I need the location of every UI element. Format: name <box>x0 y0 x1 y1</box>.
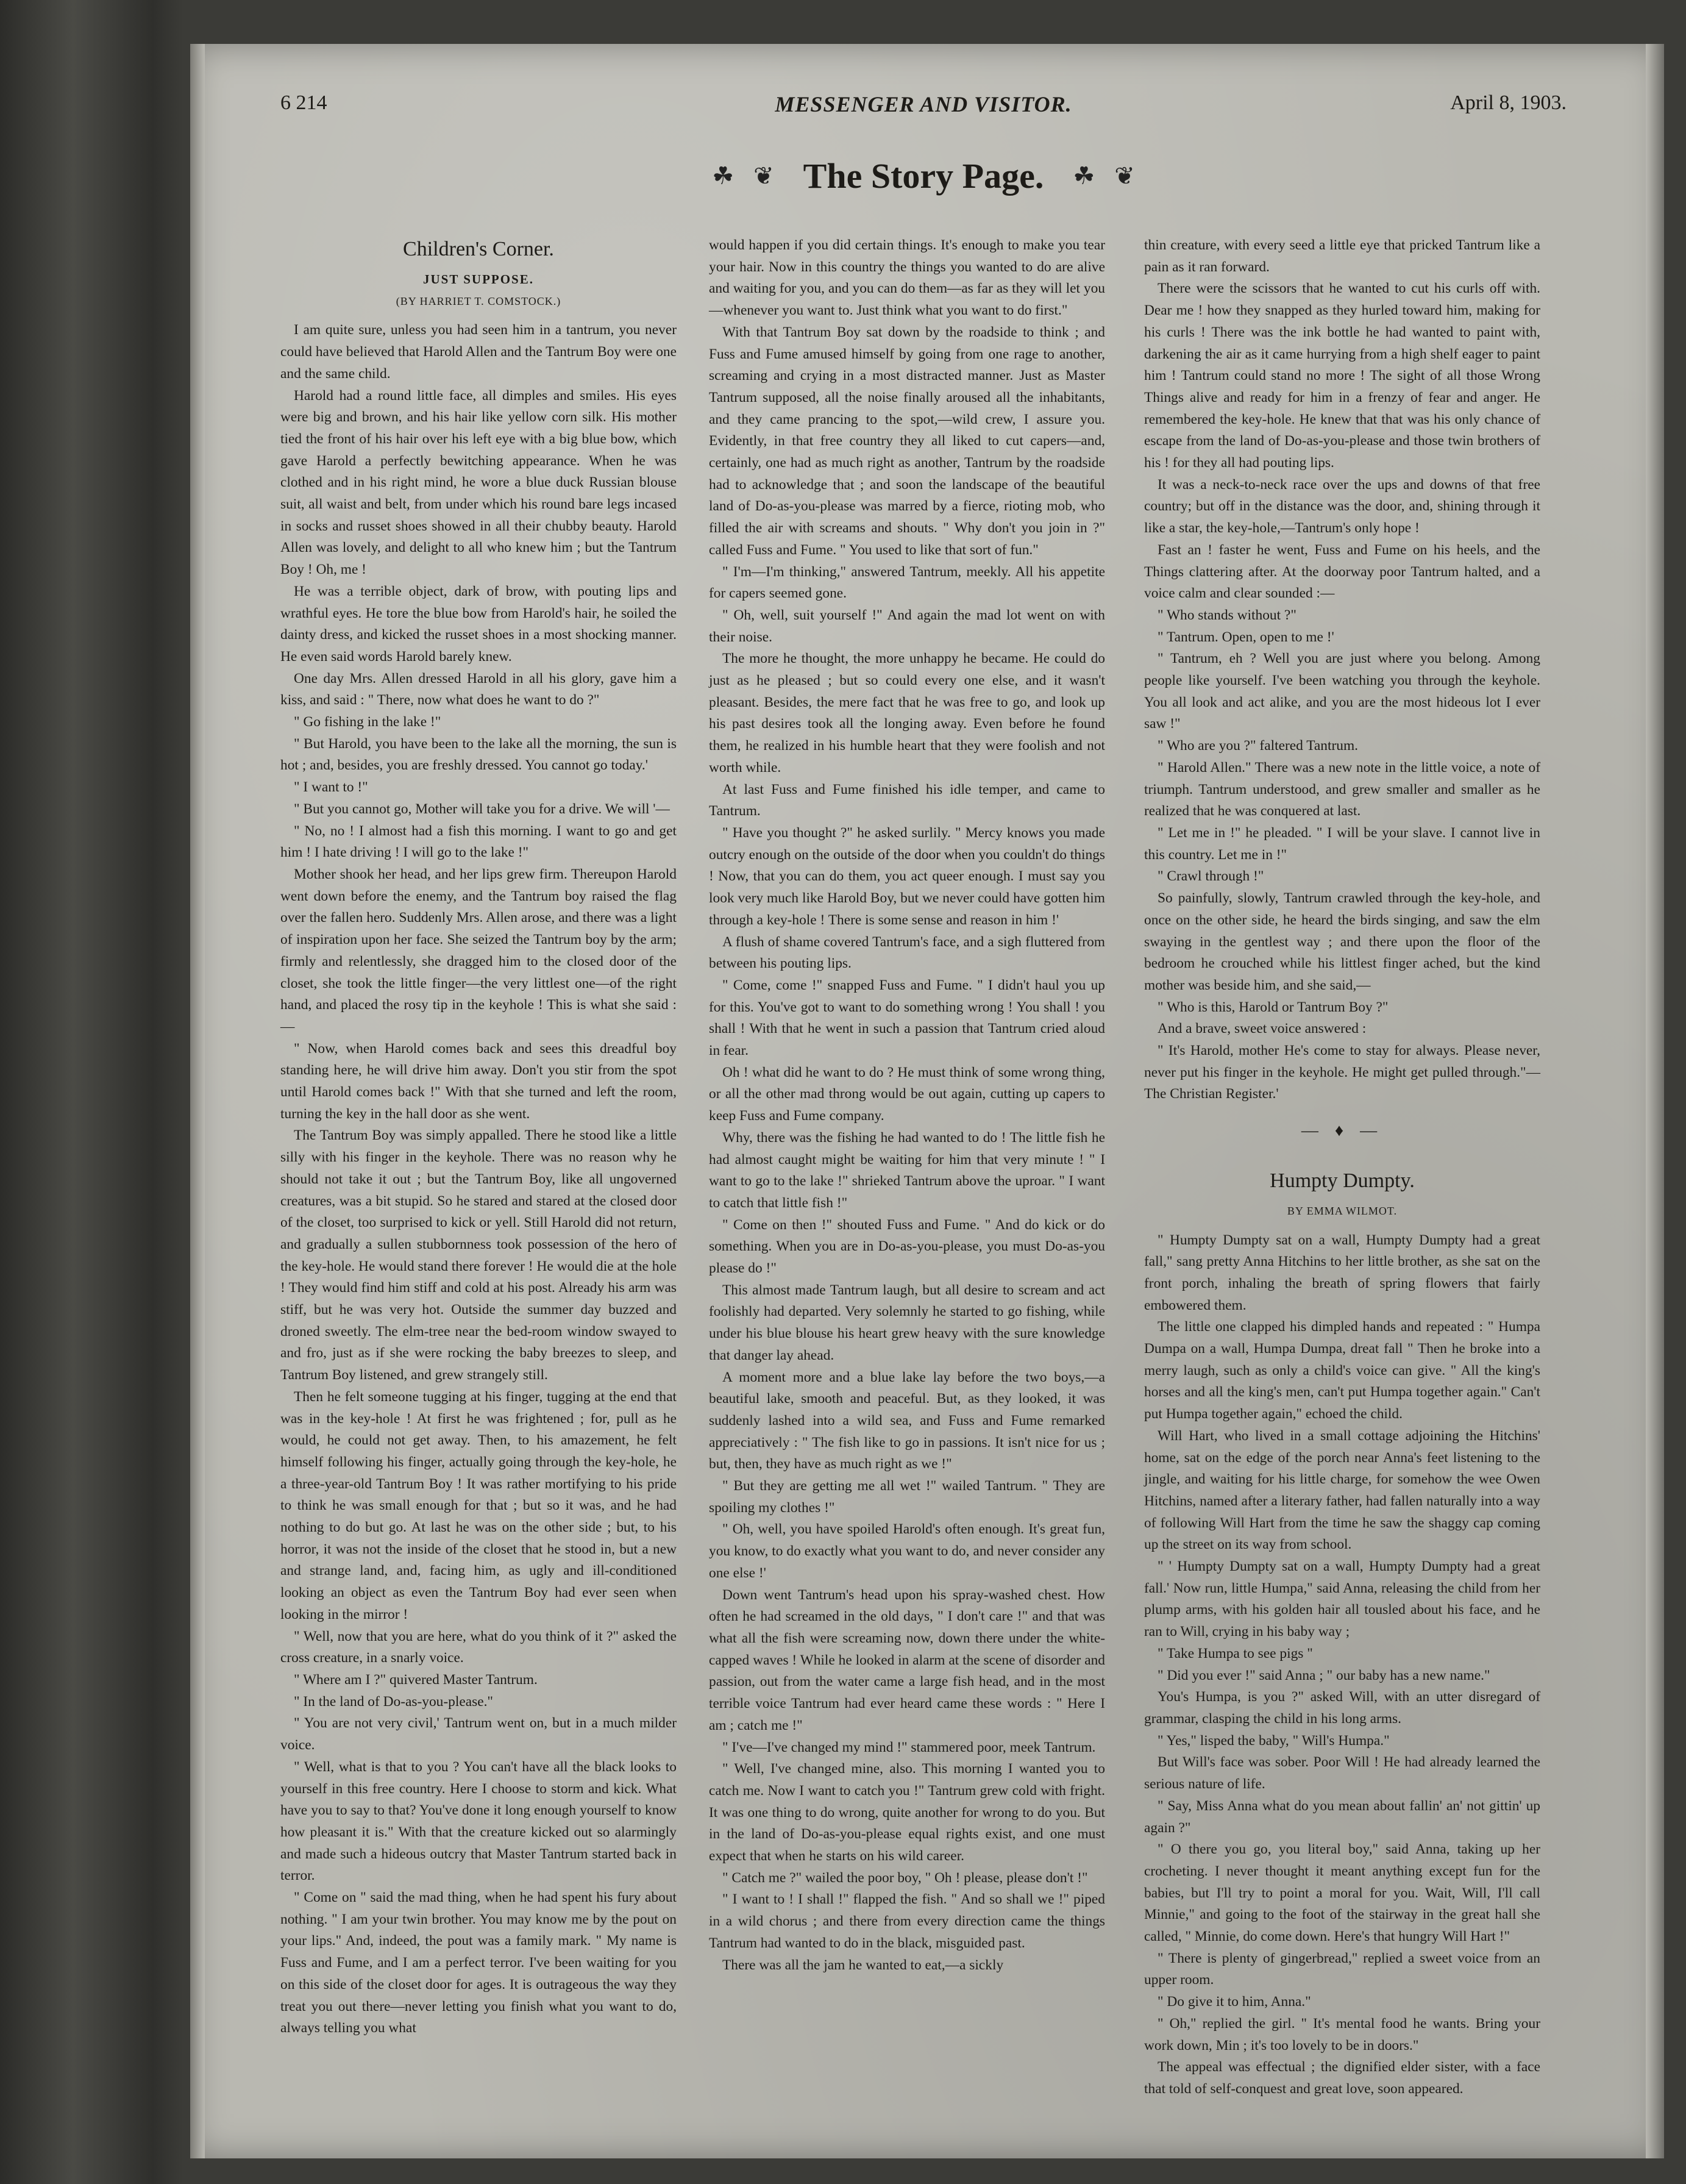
byline: (BY HARRIET T. COMSTOCK.) <box>396 294 561 307</box>
paragraph: " There is plenty of gingerbread," replied a sweet voice from an upper room. <box>1144 1950 1540 1988</box>
paragraph: Will Hart, who lived in a small cottage adjoining the Hitchins' home, sat on the edge of the porch near Anna's feet listening to the jingle, and waiting for his little charge, for somehow the wee Owen Hitchins, named after a literary father, had fallen naturally into a way of following Will Hart from the time he saw the shaggy cap coming up the street on its way from school. <box>1144 1427 1540 1553</box>
paragraph: " Tantrum. Open, open to me !' <box>1158 629 1334 645</box>
paragraph: The little one clapped his dimpled hands and repeated : " Humpa Dumpa on a wall, Humpa Dumpa, dreat fall " Then he broke into a merry laugh, such as only a child's voice can give. " All the king's horses and all the king's men, can't put Humpa together again." Can't put Humpa together again," echoed the child. <box>1144 1319 1540 1422</box>
paragraph: " I've—I've changed my mind !" stammered poor, meek Tantrum. <box>722 1739 1096 1755</box>
paragraph: It was a neck-to-neck race over the ups and downs of that free country; but off in the distance was the door, and, shining through it like a star, the key-hole,—Tantrum's only hope ! <box>1144 476 1540 537</box>
dash-ornament-icon: — ♦ — <box>1301 1121 1384 1141</box>
leaf-ornament-icon: ☘ <box>712 162 735 190</box>
leaf-ornament-icon: ❦ <box>1114 162 1135 190</box>
paragraph: He was a terrible object, dark of brow, with pouting lips and wrathful eyes. He tore the blue bow from Harold's hair, he soiled the dainty dress, and kicked the russet shoes in a most shocking manner. He even said words Harold barely knew. <box>280 583 677 665</box>
paragraph: " Well, what is that to you ? You can't have all the black looks to yourself in this free country. Here I choose to storm and kick. What have you to say to that? You've done it long enough yourself to know how pleasant it is." With that the creature kicked out so alarmingly and made such a hideous outcry that Master Tantrum started back in terror. <box>280 1758 677 1884</box>
paragraph: " Well, now that you are here, what do you think of it ?" asked the cross creature, in a snarly voice. <box>280 1628 677 1666</box>
paragraph: Down went Tantrum's head upon his spray-washed chest. How often he had screamed in the old days, " I don't care !" and that was what all the fish were screaming now, down there under the white-capped waves ! While he looked in alarm at the scene of disorder and passion, out from the water came a large fish head, and in the most terrible voice Tantrum had ever heard came these words : " Here I am ; catch me !" <box>709 1586 1105 1733</box>
paragraph: " Where am I ?" quivered Master Tantrum. <box>294 1672 538 1688</box>
paragraph: " But Harold, you have been to the lake all the morning, the sun is hot ; and, besides, you are freshly dressed. You cannot go today.' <box>280 735 677 774</box>
column-3 <box>1144 235 1540 2100</box>
column-2 <box>709 235 1105 1976</box>
story-text <box>1144 1230 1540 2100</box>
paragraph: " Do give it to him, Anna." <box>1158 1994 1311 2010</box>
paragraph: " Oh, well, suit yourself !" And again the mad lot went on with their noise. <box>709 607 1105 645</box>
paragraph: You's Humpa, is you ?" asked Will, with an utter disregard of grammar, clasping the child in his long arms. <box>1144 1689 1540 1727</box>
paragraph: The appeal was effectual ; the dignified elder sister, with a face that told of self-conquest and great love, soon appeared. <box>1144 2059 1540 2097</box>
paragraph: " It's Harold, mother He's come to stay for always. Please never, never put his finger in the keyhole. He might get pulled through."—The Christian Register.' <box>1144 1043 1540 1102</box>
paragraph: " I want to ! I shall !" flapped the fish. " And so shall we !" piped in a wild chorus ; and there from every direction came the things Tantrum had wanted to do in the black, misguided past. <box>709 1891 1105 1951</box>
paragraph: " I want to !" <box>294 779 368 796</box>
paragraph: " Did you ever !" said Anna ; " our baby has a new name." <box>1158 1667 1490 1683</box>
masthead: MESSENGER AND VISITOR. <box>775 92 1072 116</box>
paragraph: " In the land of Do-as-you-please." <box>294 1693 493 1710</box>
paragraph: The Tantrum Boy was simply appalled. There he stood like a little silly with his finger in the keyhole. There was no reason why he should not take it out ; but the Tantrum Boy, like all ungoverned creatures, was a bit stupid. So he stared and stared at the closed door of the closet, too surprised to kick or yell. Still Harold did not return, and gradually a sullen stubbornness took possession of the hero of the key-hole. He would stand there forever ! He would die at the hole ! They would find him stiff and cold at his post. Already his arm was stiff, but he was very hot. Outside the summer day buzzed and droned sweetly. The elm-tree near the bed-room window swayed to and fro, just as if she were rocking the baby breezes to sleep, and Tantrum Boy listened, and grew strangely still. <box>280 1127 677 1383</box>
paragraph: " Take Humpa to see pigs " <box>1158 1645 1313 1661</box>
story-title: JUST SUPPOSE. <box>423 272 534 287</box>
paragraph: " Well, I've changed mine, also. This morning I wanted you to catch me. Now I want to catch you !" Tantrum grew cold with fright. It was one thing to do wrong, quite another for wrong to do you. But in the land of Do-as-you-please equal rights exist, and one must expect that when he starts on his wild career. <box>709 1761 1105 1865</box>
paragraph: " ' Humpty Dumpty sat on a wall, Humpty Dumpty had a great fall.' Now run, little Humpa," said Anna, releasing the child from her plump arms, with his golden hair all tousled about his face, and he ran to Will, crying in his baby way ; <box>1144 1558 1540 1640</box>
paragraph: Fast an ! faster he went, Fuss and Fume on his heels, and the Things clattering after. At the doorway poor Tantrum halted, and a voice calm and clear sounded :— <box>1144 541 1540 602</box>
section-banner <box>280 155 1567 210</box>
paragraph: " You are not very civil,' Tantrum went on, but in a much milder voice. <box>280 1715 677 1754</box>
paragraph: " Humpty Dumpty sat on a wall, Humpty Dumpty had a great fall," sang pretty Anna Hitchins to her little brother, as she sat on the front porch, inhaling the breath of spring flowers that fairly embowered them. <box>1144 1232 1540 1313</box>
article-title: Humpty Dumpty. <box>1270 1169 1415 1192</box>
story-text <box>709 235 1105 1976</box>
paragraph: " Catch me ?" wailed the poor boy, " Oh ! please, please don't !" <box>722 1869 1088 1886</box>
leaf-ornament-icon: ❦ <box>753 162 774 190</box>
paragraph: " Who are you ?" faltered Tantrum. <box>1158 738 1358 754</box>
paragraph: " But you cannot go, Mother will take you for a drive. We will '— <box>294 801 670 817</box>
column-1 <box>280 235 677 2039</box>
paragraph: " Go fishing in the lake !" <box>294 714 441 730</box>
paragraph: " Let me in !" he pleaded. " I will be your slave. I cannot live in this country. Let me in !" <box>1144 824 1540 863</box>
paragraph: " No, no ! I almost had a fish this morning. I want to go and get him ! I hate driving ! I will go to the lake !" <box>280 823 677 861</box>
paragraph: At last Fuss and Fume finished his idle temper, and came to Tantrum. <box>709 781 1105 819</box>
paragraph: " Who is this, Harold or Tantrum Boy ?" <box>1158 999 1389 1015</box>
paragraph: So painfully, slowly, Tantrum crawled through the key-hole, and once on the other side, he heard the birds singing, and saw the elm swaying in the gentlest way ; and there upon the floor of the bedroom he crouched while his littlest finger ached, but the kind mother was beside him, and she said,— <box>1144 890 1540 993</box>
article-title: Children's Corner. <box>403 238 554 260</box>
paragraph: " Tantrum, eh ? Well you are just where you belong. Among people like yourself. I've been watching you through the keyhole. You all look and act alike, and you are the most hideous lot I ever saw !" <box>1144 651 1540 732</box>
paragraph: would happen if you did certain things. It's enough to make you tear your hair. Now in this country the things you wanted to do are alive and waiting for you, and you can do them—as far as they will let you—whenever you want to. Just think what you want to do first." <box>709 237 1105 319</box>
paragraph: " Have you thought ?" he asked surlily. " Mercy knows you made outcry enough on the outside of the door when you couldn't do things ! Now, that you can do them, you act queer enough. I must say you look very much like Harold Boy, but we never could have gotten him through a key-hole ! There is some sense and reason in him !' <box>709 824 1105 928</box>
section-title: The Story Page. <box>803 156 1044 196</box>
paragraph: " Harold Allen." There was a new note in the little voice, a note of triumph. Tantrum understood, and grew smaller and smaller as he realized that he was conquered at last. <box>1144 759 1540 819</box>
page-right-edge <box>1646 44 1664 2158</box>
byline: BY EMMA WILMOT. <box>1287 1204 1398 1217</box>
paragraph: Mother shook her head, and her lips grew firm. Thereupon Harold went down before the enemy, and the Tantrum boy raised the flag over the fallen hero. Suddenly Mrs. Allen arose, and there was a light of inspiration upon her face. She seized the Tantrum boy by the arm; firmly and relentlessly, she dragged him to the closed door of the closet, she took the little finger—the very littlest one—of the right hand, and placed the rosy tip in the keyhole ! This is what she said :— <box>280 866 677 1035</box>
paragraph: " Come on then !" shouted Fuss and Fume. " And do kick or do something. When you are in Do-as-you-please, you must Do-as-you please do !" <box>709 1216 1105 1277</box>
issue-date: April 8, 1903. <box>1450 91 1567 114</box>
paragraph: I am quite sure, unless you had seen him in a tantrum, you never could have believed that Harold Allen and the Tantrum Boy were one and the same child. <box>280 322 677 382</box>
paragraph: And a brave, sweet voice answered : <box>1158 1021 1367 1037</box>
paragraph: A moment more and a blue lake lay before the two boys,—a beautiful lake, smooth and peaceful. But, as they looked, it was suddenly lashed into a wild sea, and Fuss and Fume remarked appreciatively : " The fish like to go in passions. It isn't nice for us ; but, then, they have as much right as we !" <box>709 1369 1105 1472</box>
paragraph: " Now, when Harold comes back and sees this dreadful boy standing here, he will drive him away. Don't you stir from the spot until Harold comes back !" With that she turned and left the room, turning the key in the hall door as she went. <box>280 1040 677 1122</box>
paragraph: " O there you go, you literal boy," said Anna, taking up her crocheting. I never thought it meant anything except fun for the babies, but I'll try to point a moral for you. Wait, Will, I'll call Minnie," and going to the foot of the stairway in the great hall she called, " Minnie, do come down. Here's that hungry Will Hart !" <box>1144 1841 1540 1945</box>
paragraph: With that Tantrum Boy sat down by the roadside to think ; and Fuss and Fume amused himself by going from one rage to another, screaming and crying in a most distracted manner. Just as Master Tantrum supposed, all the noise finally aroused all the inhabitants, and they came prancing to the spot,—wild crew, I assure you. Evidently, in that free country they all liked to cut capers—and, certainly, one had as much right as another, Tantrum by the roadside had to acknowledge that ; and soon the landscape of the beautiful land of Do-as-you-please was marred by a fierce, rioting mob, who filled the air with screams and shouts. " Why don't you join in ?" called Fuss and Fume. " You used to like that sort of fun." <box>709 324 1105 558</box>
paragraph: There was all the jam he wanted to eat,—a sickly <box>722 1957 1004 1973</box>
paragraph: " I'm—I'm thinking," answered Tantrum, meekly. All his appetite for capers seemed gone. <box>709 563 1105 602</box>
paragraph: " Oh, well, you have spoiled Harold's often enough. It's great fun, you know, to do exactly what you want to do, and never consider any one else !' <box>709 1521 1105 1581</box>
page-number: 6 214 <box>280 91 327 114</box>
paragraph: The more he thought, the more unhappy he became. He could do just as he pleased ; but so could every one else, and it wasn't pleasant. Besides, the mere fact that he was free to go, and look up his past desires took all the longing away. Even before he found them, he realized in his humble heart that they were foolish and not worth while. <box>709 651 1105 776</box>
paragraph: " But they are getting me all wet !" wailed Tantrum. " They are spoiling my clothes !" <box>709 1478 1105 1516</box>
paragraph: Harold had a round little face, all dimples and smiles. His eyes were big and brown, and his hair like yellow corn silk. His mother tied the front of his hair over his left eye with a big blue bow, which gave Harold a perfectly bewitching appearance. When he was clothed and in his right mind, he wore a blue duck Russian blouse suit, all waist and belt, from under which his round bare legs incased in socks and russet shoes showed in all their chubby beauty. Harold Allen was lovely, and delight to all who knew him ; but the Tantrum Boy ! Oh, me ! <box>280 387 677 578</box>
paragraph: Oh ! what did he want to do ? He must think of some wrong thing, or all the other mad throng would be out again, cutting up capers to keep Fuss and Fume company. <box>709 1064 1105 1124</box>
paragraph: " Come, come !" snapped Fuss and Fume. " I didn't haul you up for this. You've got to want to do something wrong ! You shall ! you shall ! With that he went in such a passion that Tantrum cried aloud in fear. <box>709 977 1105 1059</box>
leaf-ornament-icon: ☘ <box>1073 162 1095 190</box>
page-header <box>280 91 1567 128</box>
paragraph: There were the scissors that he wanted to cut his curls off with. Dear me ! how they snapped as they hurled toward him, making for his curls ! There was the ink bottle he had wanted to paint with, darkening the air as it came hurrying from a high shelf eager to paint him ! Tantrum could stand no more ! The sight of all those Wrong Things alive and ready for him in a frenzy of fear and anger. He remembered the key-hole. He knew that that was his only chance of escape from the land of Do-as-you-please and those twin brothers of his ! for they all had pouting lips. <box>1144 280 1540 471</box>
paragraph: " Crawl through !" <box>1158 868 1264 885</box>
paragraph: Why, there was the fishing he had wanted to do ! The little fish he had almost caught might be waiting for him that very minute ! " I want to go to the lake !" shrieked Tantrum above the uproar. " I want to catch that little fish !" <box>709 1129 1105 1211</box>
paragraph: Then he felt someone tugging at his finger, tugging at the end that was in the key-hole ! At first he was frightened ; for, pull as he would, he could not get away. Then, to his amazement, he felt himself following his finger, actually going through the key-hole, he a three-year-old Tantrum Boy ! It was rather mortifying to his pride to think he was small enough for that ; but so it was, and he had nothing to do but go. At last he was on the other side ; but, to his horror, it was not the inside of the closet that he stood in, but a new and strange land, and, facing him, as ugly and ill-conditioned looking an object as even the Tantrum Boy had ever seen when looking in the mirror ! <box>280 1388 677 1622</box>
paragraph: " Who stands without ?" <box>1158 607 1297 623</box>
story-text <box>1144 235 1540 1105</box>
paragraph: " Yes," lisped the baby, " Will's Humpa." <box>1158 1732 1390 1749</box>
paragraph: A flush of shame covered Tantrum's face, and a sigh fluttered from between his pouting lips. <box>709 933 1105 972</box>
paragraph: One day Mrs. Allen dressed Harold in all his glory, gave him a kiss, and said : " There, now what does he want to do ?" <box>280 670 677 708</box>
paragraph: " Say, Miss Anna what do you mean about fallin' an' not gittin' up again ?" <box>1144 1797 1540 1836</box>
paragraph: thin creature, with every seed a little eye that pricked Tantrum like a pain as it ran forward. <box>1144 237 1540 275</box>
story-text <box>280 319 677 2039</box>
paragraph: " Come on " said the mad thing, when he had spent his fury about nothing. " I am your twin brother. You may know me by the pout on your lips." And, indeed, the pout was a family mark. " My name is Fuss and Fume, and I am a perfect terror. I've been waiting for you on this side of the closet door for ages. It is outrageous the way they treat you out there—never letting you finish what you want to do, always telling you what <box>280 1890 677 2036</box>
paragraph: But Will's face was sober. Poor Will ! He had already learned the serious nature of life. <box>1144 1754 1540 1793</box>
page-left-edge <box>190 44 205 2158</box>
paragraph: " Oh," replied the girl. " It's mental food he wants. Bring your work down, Min ; it's too lovely to be in doors." <box>1144 2015 1540 2054</box>
paragraph: This almost made Tantrum laugh, but all desire to scream and act foolishly had departed. Very solemnly he started to go fishing, while under his blue blouse his heart grew heavy with the sure knowledge that danger lay ahead. <box>709 1282 1105 1363</box>
